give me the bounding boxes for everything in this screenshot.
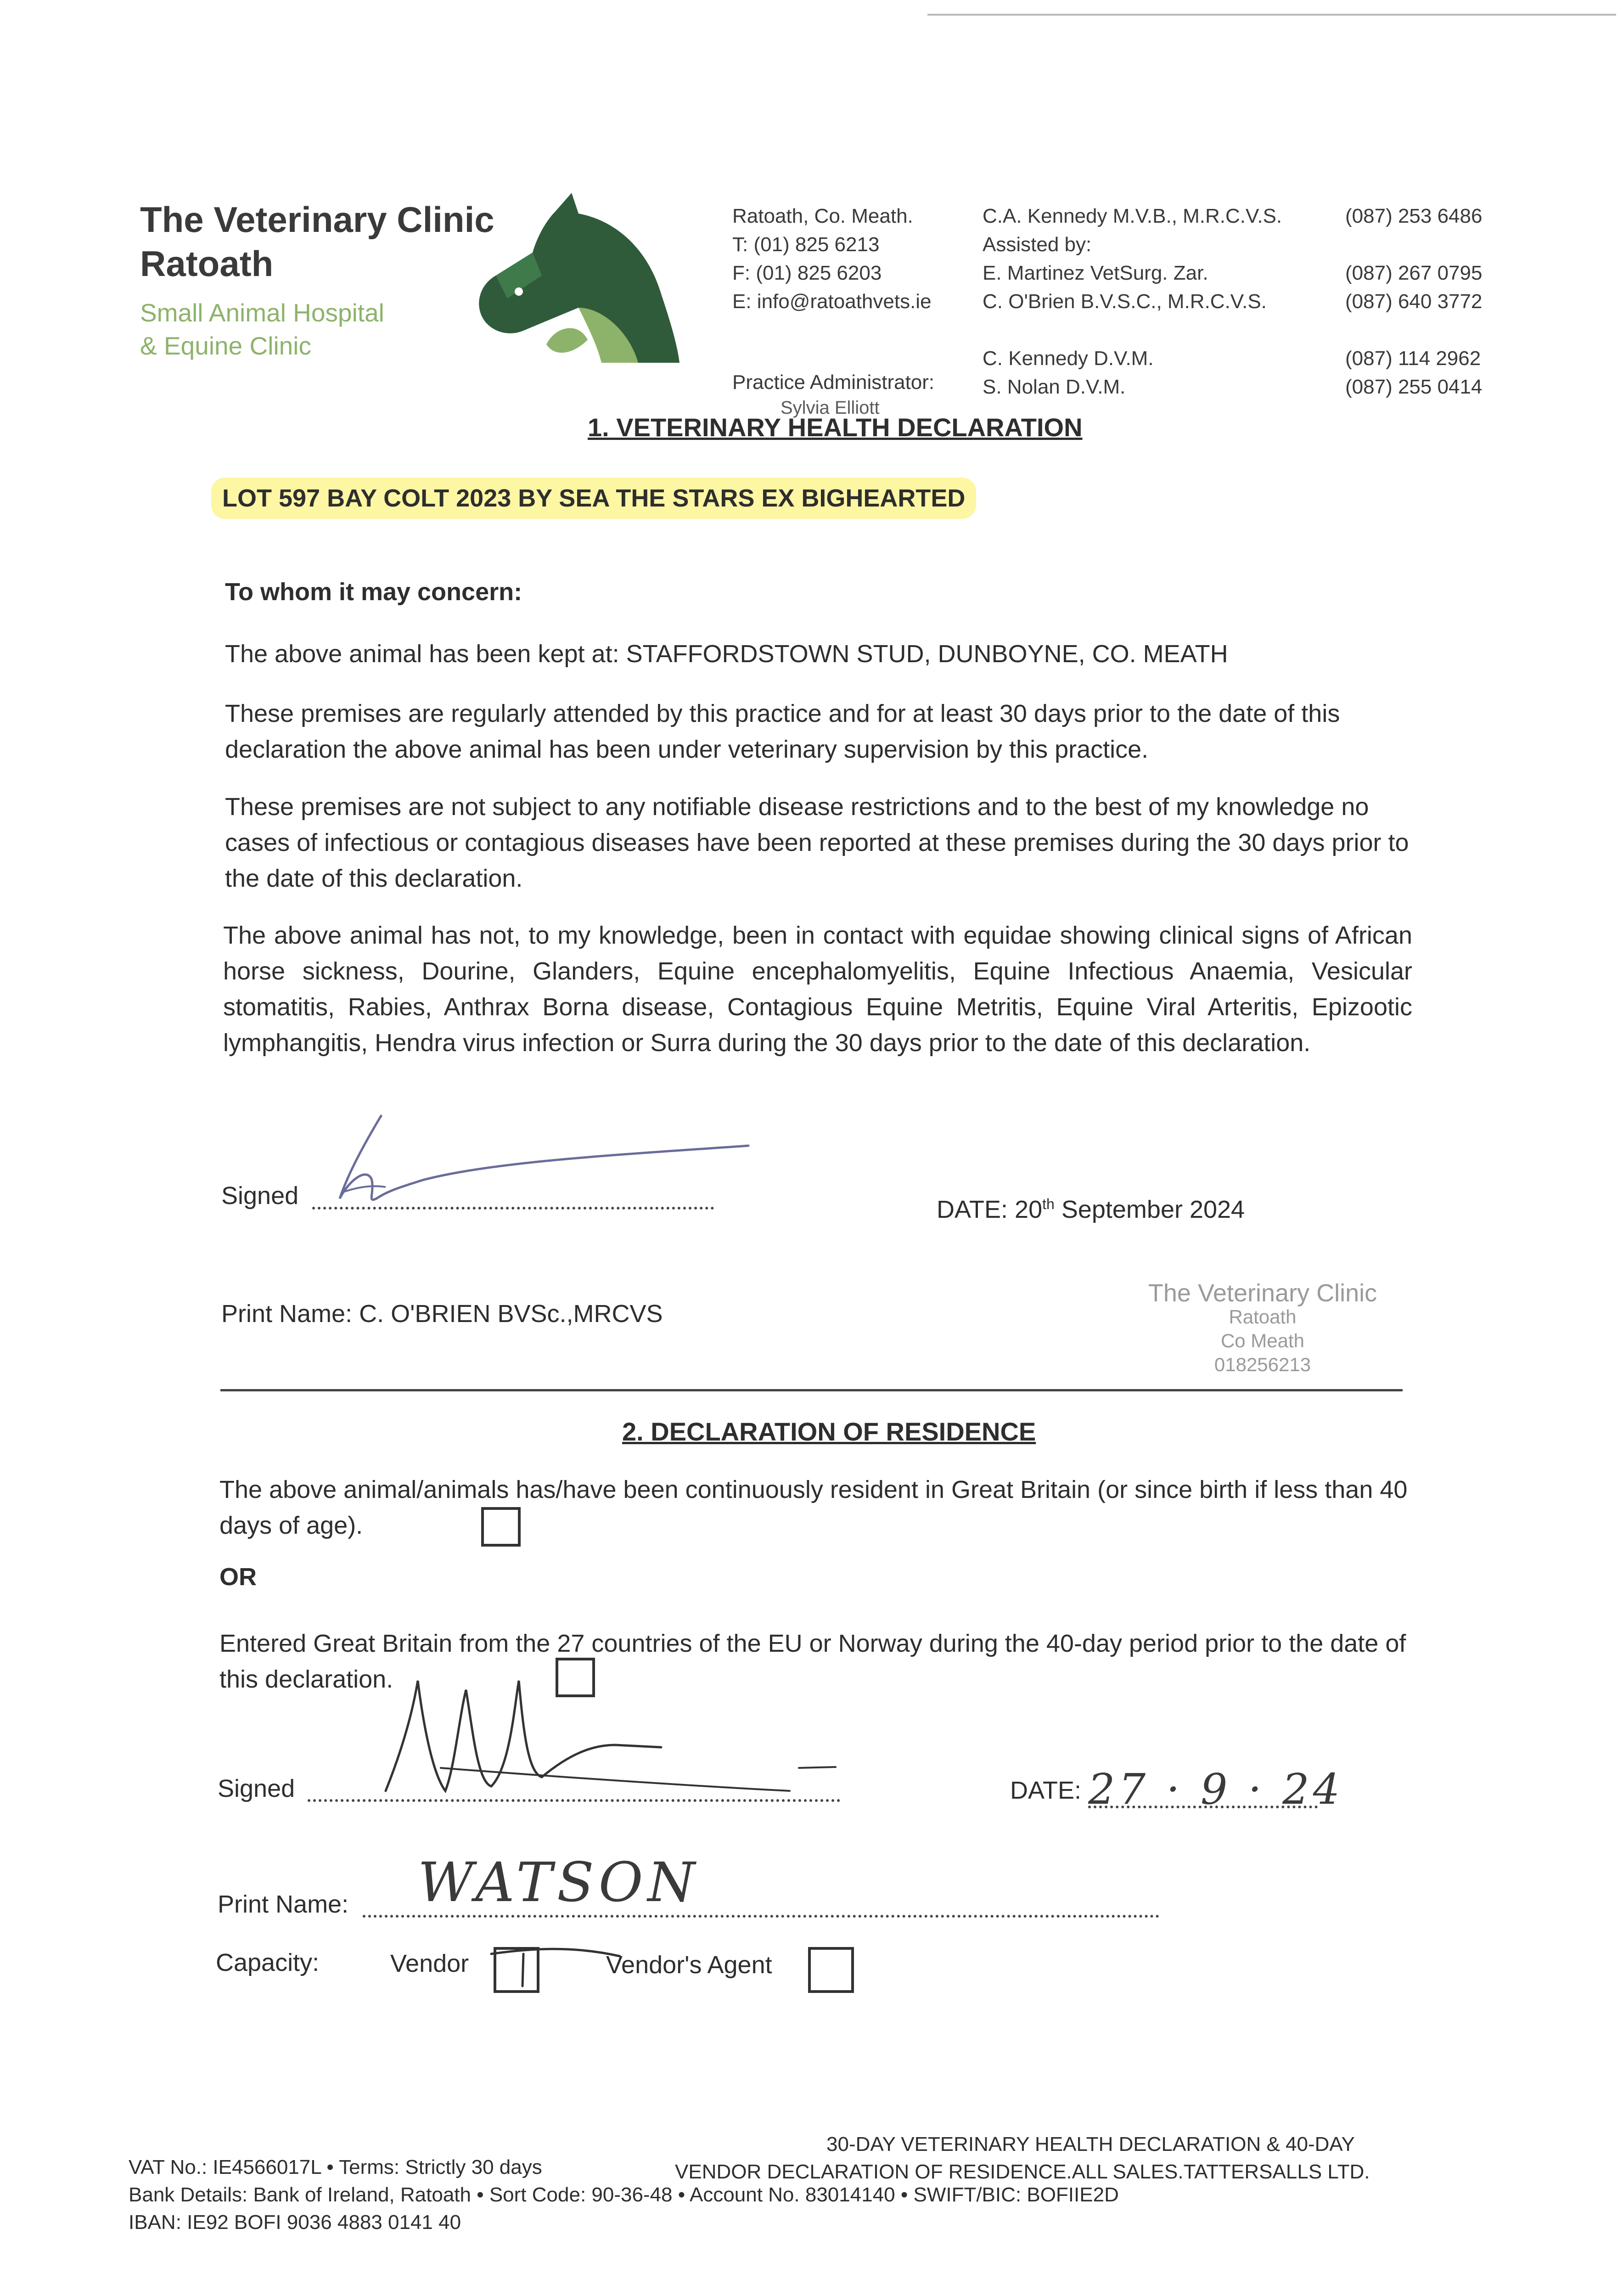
clinic-name-line2: Ratoath xyxy=(140,243,274,284)
vet-phone: (087) 267 0795 xyxy=(1345,262,1483,284)
clinic-email[interactable]: E: info@ratoathvets.ie xyxy=(732,290,932,313)
footer-title-line2: VENDOR DECLARATION OF RESIDENCE.ALL SALES.TATTERSALLS LTD. xyxy=(675,2161,1370,2183)
stamp-line4: 018256213 xyxy=(1214,1354,1311,1375)
kept-at: The above animal has been kept at: STAFFORDSTOWN STUD, DUNBOYNE, CO. MEATH xyxy=(225,640,1228,668)
date-2-handwritten: 27 · 9 · 24 xyxy=(1088,1765,1344,1814)
date-2 xyxy=(1010,1765,1344,1814)
vet-name: S. Nolan D.V.M. xyxy=(983,376,1126,398)
vet-name: E. Martinez VetSurg. Zar. xyxy=(983,262,1208,284)
clinic-address: Ratoath, Co. Meath. xyxy=(732,205,913,227)
salutation: To whom it may concern: xyxy=(225,578,522,606)
vet-name: C. O'Brien B.V.S.C., M.R.C.V.S. xyxy=(983,290,1267,313)
capacity-label: Capacity: xyxy=(216,1949,320,1976)
lot-description: LOT 597 BAY COLT 2023 BY SEA THE STARS EX BIGHEARTED xyxy=(211,478,976,519)
section1-paragraph-3: The above animal has not, to my knowledge, been in contact with equidae showing clinical signs of African horse sickness, Dourine, Glanders, Equine encephalomyelitis, Equine Infectious Anaemia, Vesicular stomatitis, Rabies, Anthrax Borna disease, Contagious Equine Metritis, Equine Viral Arteritis, Epizootic lymphangitis, Hendra virus infection or Surra during the 30 days prior to the date of this declaration. xyxy=(223,922,1412,1057)
admin-label: Practice Administrator: xyxy=(732,371,935,394)
signed-label-1: Signed xyxy=(221,1182,299,1210)
clinic-phone: T: (01) 825 6213 xyxy=(732,233,880,256)
clinic-subtitle xyxy=(140,296,384,362)
footer-vat: VAT No.: IE4566017L • Terms: Strictly 30 days xyxy=(129,2156,542,2178)
date-1-rest: September 2024 xyxy=(1061,1196,1245,1223)
vendors-agent-checkbox[interactable] xyxy=(808,1947,854,1993)
section2-paragraph-1: The above animal/animals has/have been continuously resident in Great Britain (or since birth if less than 40 days of age). xyxy=(219,1476,1408,1539)
clinic-name-line1: The Veterinary Clinic xyxy=(140,199,494,240)
footer-iban: IBAN: IE92 BOFI 9036 4883 0141 40 xyxy=(129,2211,461,2234)
vendor-check-mark-icon xyxy=(487,1936,624,1991)
vet-phone-list xyxy=(1345,202,1482,401)
vet-name: Assisted by: xyxy=(983,233,1092,256)
stamp-line1: The Veterinary Clinic xyxy=(1148,1279,1377,1307)
section1-heading: 1. VETERINARY HEALTH DECLARATION xyxy=(588,413,1083,442)
print-name-1-value: C. O'BRIEN BVSc.,MRCVS xyxy=(359,1300,663,1328)
footer-bank-details: Bank Details: Bank of Ireland, Ratoath • Sort Code: 90-36-48 • Account No. 83014140 • SWIFT/BIC: BOFIIE2D xyxy=(129,2183,1119,2206)
print-name-2-handwritten: WATSON xyxy=(418,1851,700,1914)
print-name-2-label: Print Name: xyxy=(218,1891,349,1918)
stamp-line2: Ratoath xyxy=(1229,1306,1297,1328)
stamp-line3: Co Meath xyxy=(1220,1330,1305,1351)
or-label: OR xyxy=(219,1563,257,1591)
date-1 xyxy=(937,1186,1245,1227)
scan-edge-line xyxy=(927,14,1616,16)
section2-paragraph-2: Entered Great Britain from the 27 countries of the EU or Norway during the 40-day period prior to the date of this declaration. xyxy=(219,1630,1406,1693)
resident-checkbox[interactable] xyxy=(481,1507,521,1547)
clinic-stamp xyxy=(1134,1281,1391,1377)
signed-label-2: Signed xyxy=(218,1775,295,1802)
date-1-day: 20 xyxy=(1015,1196,1043,1223)
section-divider xyxy=(220,1389,1403,1391)
vet-phone: (087) 253 6486 xyxy=(1345,205,1483,227)
vet-name: C.A. Kennedy M.V.B., M.R.C.V.S. xyxy=(983,205,1282,227)
vet-name: C. Kennedy D.V.M. xyxy=(983,347,1154,370)
vet-phone: (087) 255 0414 xyxy=(1345,376,1483,398)
clinic-contact xyxy=(732,202,932,316)
vendors-agent-label: Vendor's Agent xyxy=(606,1951,772,1979)
admin-name: Sylvia Elliott xyxy=(781,398,880,418)
clinic-sub-line2: & Equine Clinic xyxy=(140,332,311,360)
print-name-1-label: Print Name: xyxy=(221,1300,353,1328)
vet-list xyxy=(983,202,1282,401)
section1-paragraph-1: These premises are regularly attended by this practice and for at least 30 days prior to the date of this declaration the above animal has been under veterinary supervision by this practice. xyxy=(225,700,1340,763)
date-1-label: DATE: xyxy=(937,1196,1008,1223)
vet-phone: (087) 114 2962 xyxy=(1345,347,1481,370)
section2-heading: 2. DECLARATION OF RESIDENCE xyxy=(622,1417,1036,1446)
vet-phone: (087) 640 3772 xyxy=(1345,290,1483,313)
clinic-sub-line1: Small Animal Hospital xyxy=(140,298,384,327)
signature-2-icon xyxy=(376,1653,872,1809)
horse-head-logo-icon xyxy=(464,193,689,363)
print-name-1 xyxy=(221,1296,663,1332)
footer-title-line1: 30-DAY VETERINARY HEALTH DECLARATION & 40-DAY xyxy=(826,2133,1355,2155)
print-name-2-line xyxy=(363,1915,1159,1918)
signature-1-icon xyxy=(317,1111,753,1231)
vendor-label: Vendor xyxy=(390,1950,469,1977)
clinic-name xyxy=(140,197,494,286)
date-1-suffix: th xyxy=(1042,1196,1055,1212)
date-2-label: DATE: xyxy=(1010,1777,1082,1804)
section1-paragraph-2: These premises are not subject to any notifiable disease restrictions and to the best of my knowledge no cases of infectious or contagious diseases have been reported at these premises during the 30 days prior to the date of this declaration. xyxy=(225,793,1409,892)
clinic-fax: F: (01) 825 6203 xyxy=(732,262,882,284)
